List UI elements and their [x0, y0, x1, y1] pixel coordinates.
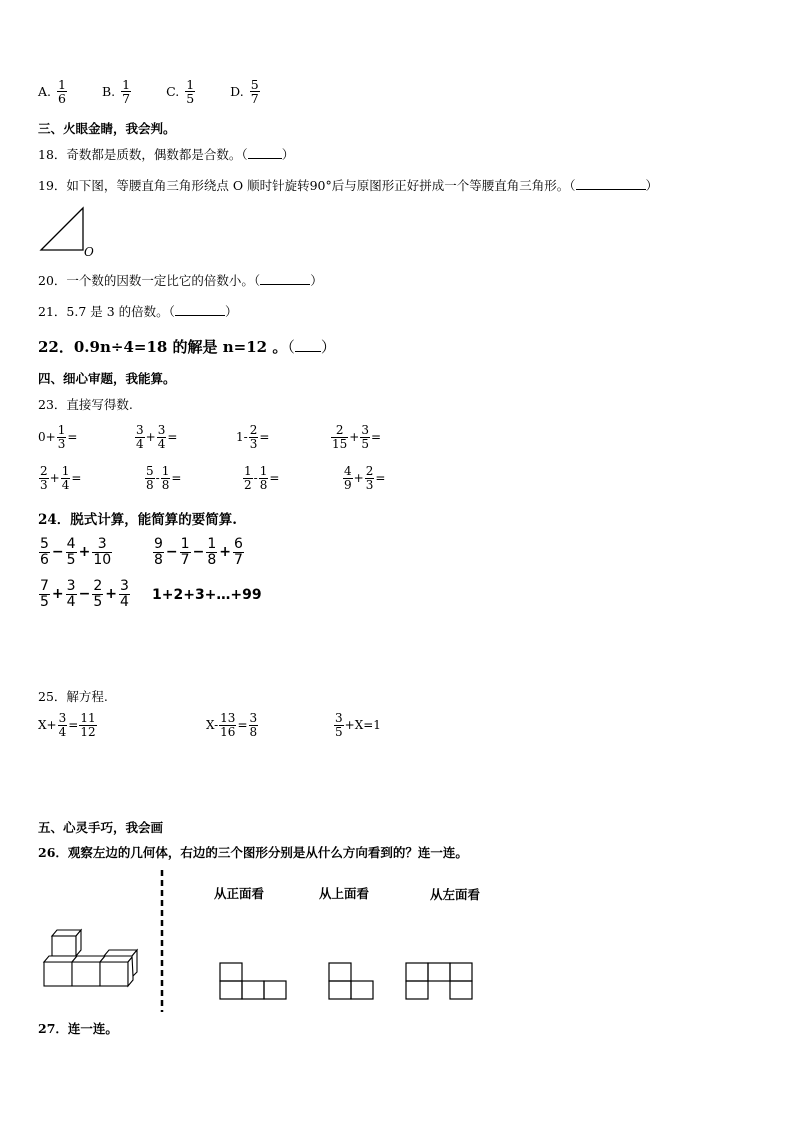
calc-equals: =	[375, 471, 386, 486]
denominator: 8	[146, 477, 154, 492]
fraction	[233, 537, 244, 567]
equation-25-1	[38, 712, 98, 738]
calc-equals: =	[269, 471, 280, 486]
fraction	[145, 465, 155, 491]
view-label-top: 从上面看	[319, 886, 370, 901]
numerator: 3	[66, 578, 76, 594]
direct-calc-item	[38, 424, 77, 450]
fraction	[57, 78, 67, 105]
question-25-title: 25．解方程.	[38, 689, 108, 704]
denominator: 4	[61, 477, 70, 492]
denominator: 4	[136, 436, 144, 451]
fraction	[121, 78, 131, 105]
paren-close: ）	[224, 304, 238, 319]
numerator: 3	[58, 711, 67, 725]
denominator: 3	[249, 436, 258, 451]
calc-operator: +	[145, 430, 156, 445]
direct-calc-item	[242, 465, 279, 491]
numerator: 2	[249, 423, 258, 437]
answer-blank-20[interactable]	[260, 273, 310, 285]
denominator: 15	[332, 436, 348, 451]
denominator: 6	[40, 551, 49, 568]
expr-operator: −	[51, 544, 64, 561]
fraction	[185, 78, 195, 105]
expression-24-1	[38, 537, 113, 567]
answer-blank-18[interactable]	[248, 147, 282, 159]
numerator: 1	[58, 77, 66, 92]
fraction	[39, 465, 49, 491]
denominator: 5	[335, 724, 343, 739]
fraction	[58, 712, 68, 738]
fraction	[360, 424, 370, 450]
answer-blank-22[interactable]	[295, 340, 321, 352]
paren-close: ）	[281, 147, 295, 162]
equation-25-3	[333, 712, 381, 738]
numerator: 1	[207, 536, 217, 552]
fraction	[153, 537, 164, 567]
paren-open: （	[569, 178, 576, 193]
denominator: 4	[119, 593, 129, 610]
paren-open: （	[168, 304, 175, 319]
question-18	[38, 145, 294, 163]
fraction	[365, 465, 375, 491]
question-26-text: 26．观察左边的几何体，右边的三个图形分别是从什么方向看到的？连一连。	[38, 845, 468, 860]
fraction	[331, 424, 348, 450]
denominator: 3	[40, 477, 48, 492]
denominator: 5	[66, 551, 76, 568]
question-18-text: 18．奇数都是质数，偶数都是合数。	[38, 147, 242, 162]
fraction	[66, 537, 77, 567]
calc-equals: =	[67, 430, 78, 445]
section-3-heading: 三、火眼金睛，我会判。	[38, 121, 176, 136]
question-27-text: 27．连一连。	[38, 1021, 118, 1036]
numerator: 4	[344, 464, 352, 478]
triangle-figure	[38, 205, 98, 257]
denominator: 4	[157, 436, 166, 451]
fraction	[343, 465, 353, 491]
numerator: 9	[154, 536, 163, 552]
denominator: 5	[361, 436, 369, 451]
denominator: 8	[207, 551, 217, 568]
equation-25-2	[206, 712, 259, 738]
question-22	[38, 336, 336, 357]
expr-operator: +	[219, 544, 231, 561]
view-shape-2[interactable]	[328, 962, 378, 1002]
fraction	[157, 424, 167, 450]
numerator: 2	[93, 578, 103, 594]
calc-equals: =	[171, 471, 182, 486]
cube-solid-figure	[40, 922, 142, 990]
denominator: 5	[186, 91, 195, 107]
numerator: 1	[244, 464, 252, 478]
fraction	[259, 465, 269, 491]
direct-calc-item	[144, 465, 181, 491]
expr-operator: +	[78, 544, 91, 561]
direct-calc-item	[134, 424, 177, 450]
option-letter: A.	[38, 84, 52, 100]
calc-operator: +	[353, 471, 364, 486]
denominator: 7	[233, 551, 243, 568]
paren-open: （	[241, 147, 248, 162]
numerator: 2	[335, 423, 344, 437]
point-o-label: O	[84, 245, 94, 257]
numerator: 2	[40, 464, 48, 478]
numerator: 11	[80, 711, 96, 725]
question-20-text: 20．一个数的因数一定比它的倍数小。	[38, 273, 254, 288]
direct-calc-item	[342, 465, 385, 491]
calc-equals: =	[167, 430, 178, 445]
denominator: 8	[259, 477, 268, 492]
denominator: 8	[154, 551, 163, 568]
expr-operator: +	[51, 586, 64, 603]
fraction	[135, 424, 145, 450]
question-23-title: 23．直接写得数.	[38, 397, 133, 412]
paren-close: ）	[645, 178, 659, 193]
fraction	[61, 465, 71, 491]
fraction	[249, 424, 259, 450]
fraction	[92, 579, 103, 609]
denominator: 16	[220, 724, 236, 739]
question-20	[38, 271, 323, 289]
dashed-divider	[158, 870, 166, 1012]
calc-operator: -	[253, 471, 258, 486]
denominator: 8	[161, 477, 170, 492]
question-24-title: 24．脱式计算，能简算的要简算.	[38, 512, 237, 528]
numerator: 5	[250, 77, 259, 92]
numerator: 1	[186, 77, 195, 92]
question-19	[38, 176, 658, 194]
numerator: 2	[365, 464, 374, 478]
denominator: 9	[344, 477, 352, 492]
fraction	[39, 579, 50, 609]
calc-prefix: 0+	[38, 430, 56, 445]
calc-prefix: 1-	[236, 430, 248, 445]
expr-operator: −	[78, 586, 91, 603]
calc-equals: =	[259, 430, 270, 445]
numerator: 7	[40, 578, 49, 594]
denominator: 7	[122, 91, 131, 107]
fraction	[250, 78, 260, 105]
numerator: 5	[40, 536, 49, 552]
denominator: 3	[57, 436, 66, 451]
denominator: 12	[80, 724, 96, 739]
calc-operator: +	[349, 430, 360, 445]
expr-operator: −	[165, 544, 178, 561]
question-21	[38, 302, 237, 320]
expr-operator: +	[105, 586, 117, 603]
paren-close: ）	[320, 338, 336, 356]
fraction	[161, 465, 171, 491]
calc-operator: +	[49, 471, 60, 486]
numerator: 6	[233, 536, 243, 552]
view-shape-3[interactable]	[405, 962, 477, 1002]
paren-close: ）	[310, 273, 323, 288]
denominator: 7	[180, 551, 190, 568]
direct-calc-item	[330, 424, 381, 450]
fraction	[119, 579, 130, 609]
numerator: 3	[119, 578, 129, 594]
numerator: 13	[220, 711, 236, 725]
denominator: 6	[58, 91, 66, 107]
view-label-front: 从正面看	[214, 886, 265, 901]
expr-operator: −	[192, 544, 205, 561]
question-19-text: 19．如下图，等腰直角三角形绕点 O 顺时针旋转90°后与原图形正好拼成一个等腰直角三角形。	[38, 178, 570, 193]
fraction	[243, 465, 253, 491]
option-letter: C.	[166, 84, 180, 100]
numerator: 1	[61, 464, 70, 478]
option-d	[230, 78, 261, 105]
fraction	[79, 712, 96, 738]
equation-prefix: X+	[38, 718, 57, 733]
numerator: 1	[161, 464, 170, 478]
numerator: 5	[146, 464, 154, 478]
expression-24-4: 1+2+3+…+99	[152, 587, 262, 603]
fraction	[249, 712, 259, 738]
denominator: 4	[58, 724, 67, 739]
fraction	[66, 579, 77, 609]
fraction	[39, 537, 50, 567]
expression-24-2	[152, 537, 245, 567]
numerator: 3	[97, 536, 107, 552]
option-c	[166, 78, 196, 105]
direct-calc-item	[236, 424, 269, 450]
answer-blank-19[interactable]	[576, 178, 646, 190]
paren-open: （	[253, 273, 261, 288]
fraction	[92, 537, 112, 567]
calc-equals: =	[370, 430, 382, 445]
denominator: 7	[250, 91, 259, 107]
numerator: 3	[136, 423, 144, 437]
options-row	[38, 78, 295, 105]
denominator: 5	[40, 593, 49, 610]
section-5-heading: 五、心灵手巧，我会画	[38, 820, 164, 835]
numerator: 3	[335, 711, 343, 725]
fraction	[334, 712, 344, 738]
option-b	[102, 78, 132, 105]
denominator: 3	[365, 477, 374, 492]
denominator: 10	[93, 551, 112, 568]
option-a	[38, 78, 68, 105]
section-4-heading: 四、细心审题，我能算。	[38, 371, 176, 386]
numerator: 1	[57, 423, 66, 437]
numerator: 3	[361, 423, 369, 437]
numerator: 4	[66, 536, 76, 552]
numerator: 3	[157, 423, 166, 437]
calc-equals: =	[71, 471, 82, 486]
answer-blank-21[interactable]	[175, 304, 225, 316]
expression-24-3	[38, 579, 131, 609]
numerator: 1	[122, 77, 131, 92]
view-label-left: 从左面看	[430, 887, 481, 902]
equation-equals: =	[68, 718, 79, 733]
direct-calc-item	[38, 465, 81, 491]
question-21-text: 21．5.7 是 3 的倍数。	[38, 304, 169, 319]
denominator: 2	[244, 477, 252, 492]
denominator: 4	[66, 593, 76, 610]
fraction	[206, 537, 217, 567]
numerator: 1	[259, 464, 268, 478]
equation-equals: =	[237, 718, 248, 733]
numerator: 3	[249, 711, 258, 725]
denominator: 8	[249, 724, 258, 739]
view-shape-1[interactable]	[219, 962, 289, 1002]
fraction	[219, 712, 236, 738]
calc-operator: -	[155, 471, 160, 486]
question-22-text: 22．0.9n÷4=18 的解是 n=12 。	[38, 338, 288, 356]
fraction	[57, 424, 67, 450]
fraction	[180, 537, 191, 567]
option-letter: D.	[230, 84, 244, 100]
denominator: 5	[93, 593, 103, 610]
paren-open: （	[287, 338, 295, 356]
numerator: 1	[180, 536, 190, 552]
equation-suffix: +X=1	[344, 718, 381, 733]
equation-prefix: X-	[206, 718, 219, 733]
option-letter: B.	[101, 84, 116, 100]
